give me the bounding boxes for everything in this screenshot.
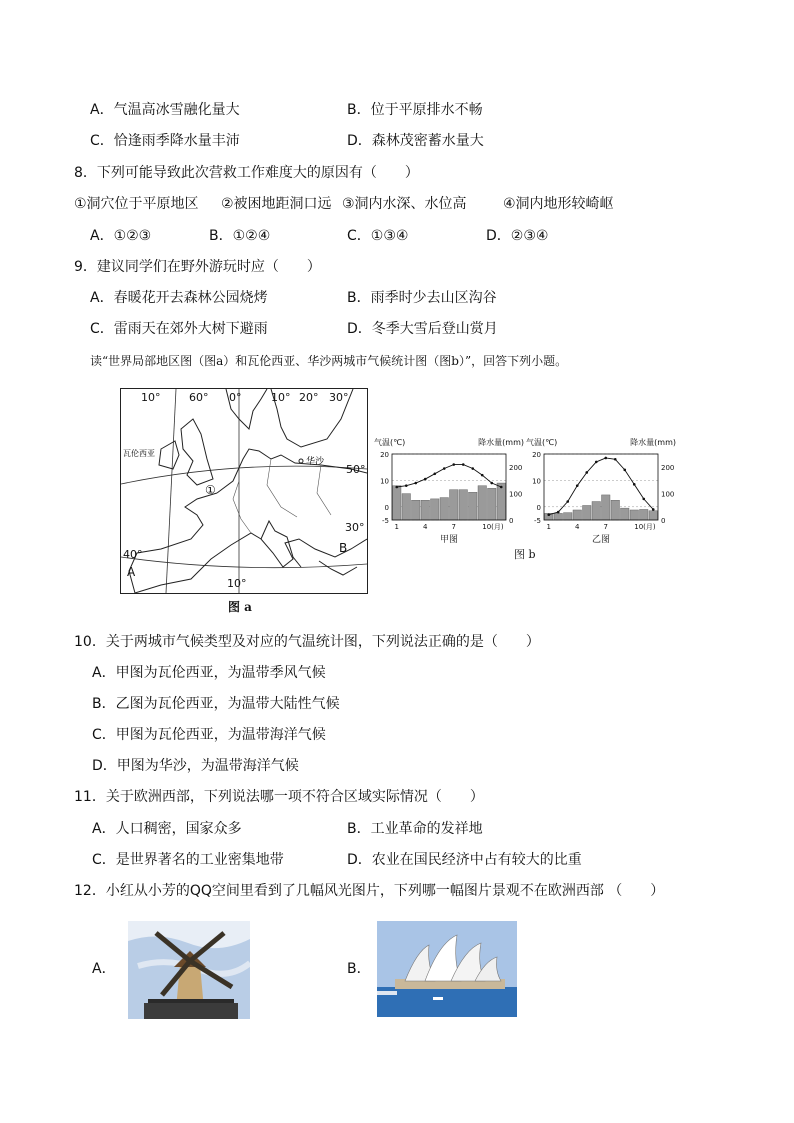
chart-y-tick-label: 0 [536, 503, 541, 512]
chart-bar [450, 490, 459, 520]
lat-line-50 [121, 466, 367, 484]
chart-bar [564, 513, 573, 520]
q7-option-a: A．气温高冰雪融化量大 [90, 102, 240, 118]
chart-title: 乙图 [591, 535, 611, 545]
chart-x-tick-label: 7 [451, 523, 456, 531]
q9-stem: 9．建议同学们在野外游玩时应（ ） [74, 259, 321, 275]
map-lon-30: 30° [329, 391, 349, 404]
q10-option-b: B．乙图为瓦伦西亚，为温带大陆性气候 [92, 696, 340, 712]
chart-temp-point [595, 461, 598, 464]
chart-temp-point [500, 486, 503, 489]
q7-option-c: C．恰逢雨季降水量丰沛 [90, 133, 240, 149]
windmill-photo [128, 921, 250, 1019]
q12-stem: 12．小红从小芳的QQ空间里看到了几幅风光图片，下列哪一幅图片景观不在欧洲西部 （ ） [74, 883, 665, 899]
chart-y2-tick-label: 0 [661, 517, 666, 525]
q9-option-b: B．雨季时少去山区沟谷 [347, 290, 497, 306]
chart-temp-point [471, 467, 474, 470]
lat-line-40 [121, 557, 367, 568]
chart-temp-point [490, 482, 493, 485]
chart-bar [488, 488, 497, 520]
q8-option-a: A．①②③ [90, 228, 152, 244]
chart-x-tick-label: 1 [394, 523, 399, 531]
chart-y-tick-label: -5 [382, 517, 389, 525]
map-label-a: A [127, 565, 136, 579]
chart-temp-point [424, 478, 427, 481]
chart-y-tick-label: -5 [534, 517, 541, 525]
opera-house-photo [377, 921, 517, 1017]
chart-x-tick-label: 10(月) [634, 523, 656, 531]
chart-temp-point [652, 508, 655, 511]
map-lon-20: 20° [299, 391, 319, 404]
chart-bar [573, 510, 582, 520]
q8-item-3: ③洞内水深、水位高 [342, 196, 467, 212]
q10-option-c: C．甲图为瓦伦西亚，为温带海洋气候 [92, 727, 326, 743]
chart-bar [478, 486, 487, 520]
q8-option-d: D．②③④ [486, 228, 549, 244]
chart-y2-tick-label: 0 [509, 517, 514, 525]
q9-option-d: D．冬季大雪后登山赏月 [347, 321, 498, 337]
chart-bar [630, 510, 639, 520]
chart-y2-tick-label: 200 [509, 464, 523, 473]
chart-y2-tick-label: 100 [509, 490, 523, 499]
climate-chart-jia [374, 436, 524, 546]
chart-temp-point [633, 483, 636, 486]
q11-option-b: B．工业革命的发祥地 [347, 821, 483, 837]
chart-temp-point [452, 463, 455, 466]
chart-bar [602, 495, 611, 520]
map-drawing [121, 389, 367, 593]
chart-bar [592, 502, 601, 520]
greece-coast [319, 561, 357, 575]
chart-x-tick-label: 7 [603, 523, 608, 531]
chart-x-tick-label: 10(月) [482, 523, 504, 531]
chart-temp-line [549, 458, 654, 515]
chart-temp-point [614, 458, 617, 461]
chart-y2-tick-label: 100 [661, 490, 675, 499]
chart-bar [421, 500, 430, 520]
europe-map [120, 388, 368, 594]
chart-y2label: 降水量(mm) [478, 438, 524, 447]
chart-y-tick-label: 20 [380, 451, 389, 459]
border-3 [317, 465, 331, 515]
chart-temp-line [397, 465, 502, 487]
map-lon-10e: 10° [271, 391, 291, 404]
q10-option-d: D．甲图为华沙，为温带海洋气候 [92, 758, 299, 774]
chart-bar [469, 492, 478, 520]
q7-option-b: B．位于平原排水不畅 [347, 102, 483, 118]
britain-outline [181, 419, 213, 485]
chart-temp-point [604, 457, 607, 460]
q7-option-d: D．森林茂密蓄水量大 [347, 133, 484, 149]
chart-temp-point [443, 467, 446, 470]
chart-temp-point [585, 471, 588, 474]
map-lon-0: 0° [229, 391, 242, 404]
chart-bar [649, 511, 658, 520]
chart-bar [611, 500, 620, 520]
q11-option-a: A．人口稠密，国家众多 [92, 821, 242, 837]
chart-temp-point [623, 469, 626, 472]
map-label-valencia: 瓦伦西亚 [123, 449, 155, 458]
chart-temp-point [557, 511, 560, 514]
q12-option-a-label: A． [92, 961, 116, 977]
map-lat-40: 40° [123, 548, 143, 561]
chart-temp-point [405, 484, 408, 487]
ireland-outline [159, 441, 179, 469]
chart-y-tick-label: 20 [532, 451, 541, 459]
q10-option-a: A．甲图为瓦伦西亚，为温带季风气候 [92, 665, 326, 681]
chart-bar [412, 500, 421, 520]
chart-ylabel: 气温(℃) [374, 438, 406, 447]
chart-bar [497, 483, 506, 520]
border-1 [233, 481, 251, 533]
chart-y-tick-label: 0 [384, 503, 389, 512]
chart-bar [640, 509, 649, 520]
chart-x-tick-label: 4 [423, 523, 428, 531]
q8-item-1: ①洞穴位于平原地区 [74, 196, 199, 212]
map-label-1: ① [205, 483, 216, 497]
q12-option-b-label: B． [347, 961, 371, 977]
chart-x-tick-label: 1 [546, 523, 551, 531]
chart-temp-point [481, 474, 484, 477]
chart-temp-point [576, 484, 579, 487]
q8-option-b: B．①②④ [209, 228, 271, 244]
q9-option-a: A．春暖花开去森林公园烧烤 [90, 290, 268, 306]
chart-bar [459, 490, 468, 520]
chart-bar [402, 494, 411, 520]
chart-x-tick-label: 4 [575, 523, 580, 531]
chart-temp-point [642, 498, 645, 501]
chart-temp-point [566, 500, 569, 503]
map-lon-10e-bottom: 10° [227, 577, 247, 590]
figure-b-caption: 图 b [514, 548, 536, 561]
chart-temp-point [462, 463, 465, 466]
map-lat-30: 30° [345, 521, 365, 534]
map-label-warsaw: 华沙 [306, 457, 325, 467]
chart-y-tick-label: 10 [532, 477, 541, 486]
chart-temp-point [395, 486, 398, 489]
west-coast [129, 493, 217, 593]
map-label-b: B [339, 541, 348, 555]
map-lat-60: 60° [189, 391, 209, 404]
chart-bar [440, 498, 449, 520]
q9-option-c: C．雷雨天在郊外大树下避雨 [90, 321, 268, 337]
chart-bar [393, 486, 402, 520]
q8-item-4: ④洞内地形较崎岖 [503, 196, 614, 212]
q11-stem: 11．关于欧洲西部，下列说法哪一项不符合区域实际情况（ ） [74, 789, 484, 805]
chart-ylabel: 气温(℃) [526, 438, 558, 447]
map-lon-10w: 10° [141, 391, 161, 404]
chart-bar [431, 499, 440, 520]
chart-bar [583, 505, 592, 520]
chart-y2-tick-label: 200 [661, 464, 675, 473]
q8-stem: 8．下列可能导致此次营救工作难度大的原因有（ ） [74, 165, 419, 181]
italy-outline [261, 521, 301, 567]
border-2 [267, 459, 297, 517]
chart-title: 甲图 [439, 535, 459, 545]
chart-temp-point [547, 513, 550, 516]
map-lat-50: 50° [346, 463, 366, 476]
chart-bar [621, 508, 630, 520]
q11-option-c: C．是世界著名的工业密集地带 [92, 852, 284, 868]
q10-stem: 10．关于两城市气候类型及对应的气温统计图，下列说法正确的是（ ） [74, 634, 540, 650]
q8-item-2: ②被困地距洞口远 [221, 196, 332, 212]
climate-chart-yi [526, 436, 676, 546]
chart-y-tick-label: 10 [380, 477, 389, 486]
chart-temp-point [433, 473, 436, 476]
q8-option-c: C．①③④ [347, 228, 409, 244]
chart-temp-point [414, 482, 417, 485]
q11-option-d: D．农业在国民经济中占有较大的比重 [347, 852, 582, 868]
map-caption: 图 a [228, 600, 252, 614]
intro-text: 读“世界局部地区图（图a）和瓦伦西亚、华沙两城市气候统计图（图b）”，回答下列小题。 [90, 354, 568, 368]
warsaw-dot [299, 459, 303, 463]
chart-bar [554, 513, 563, 520]
north-coast [217, 449, 367, 493]
chart-y2label: 降水量(mm) [630, 438, 676, 447]
lon-line-10w [166, 389, 176, 593]
